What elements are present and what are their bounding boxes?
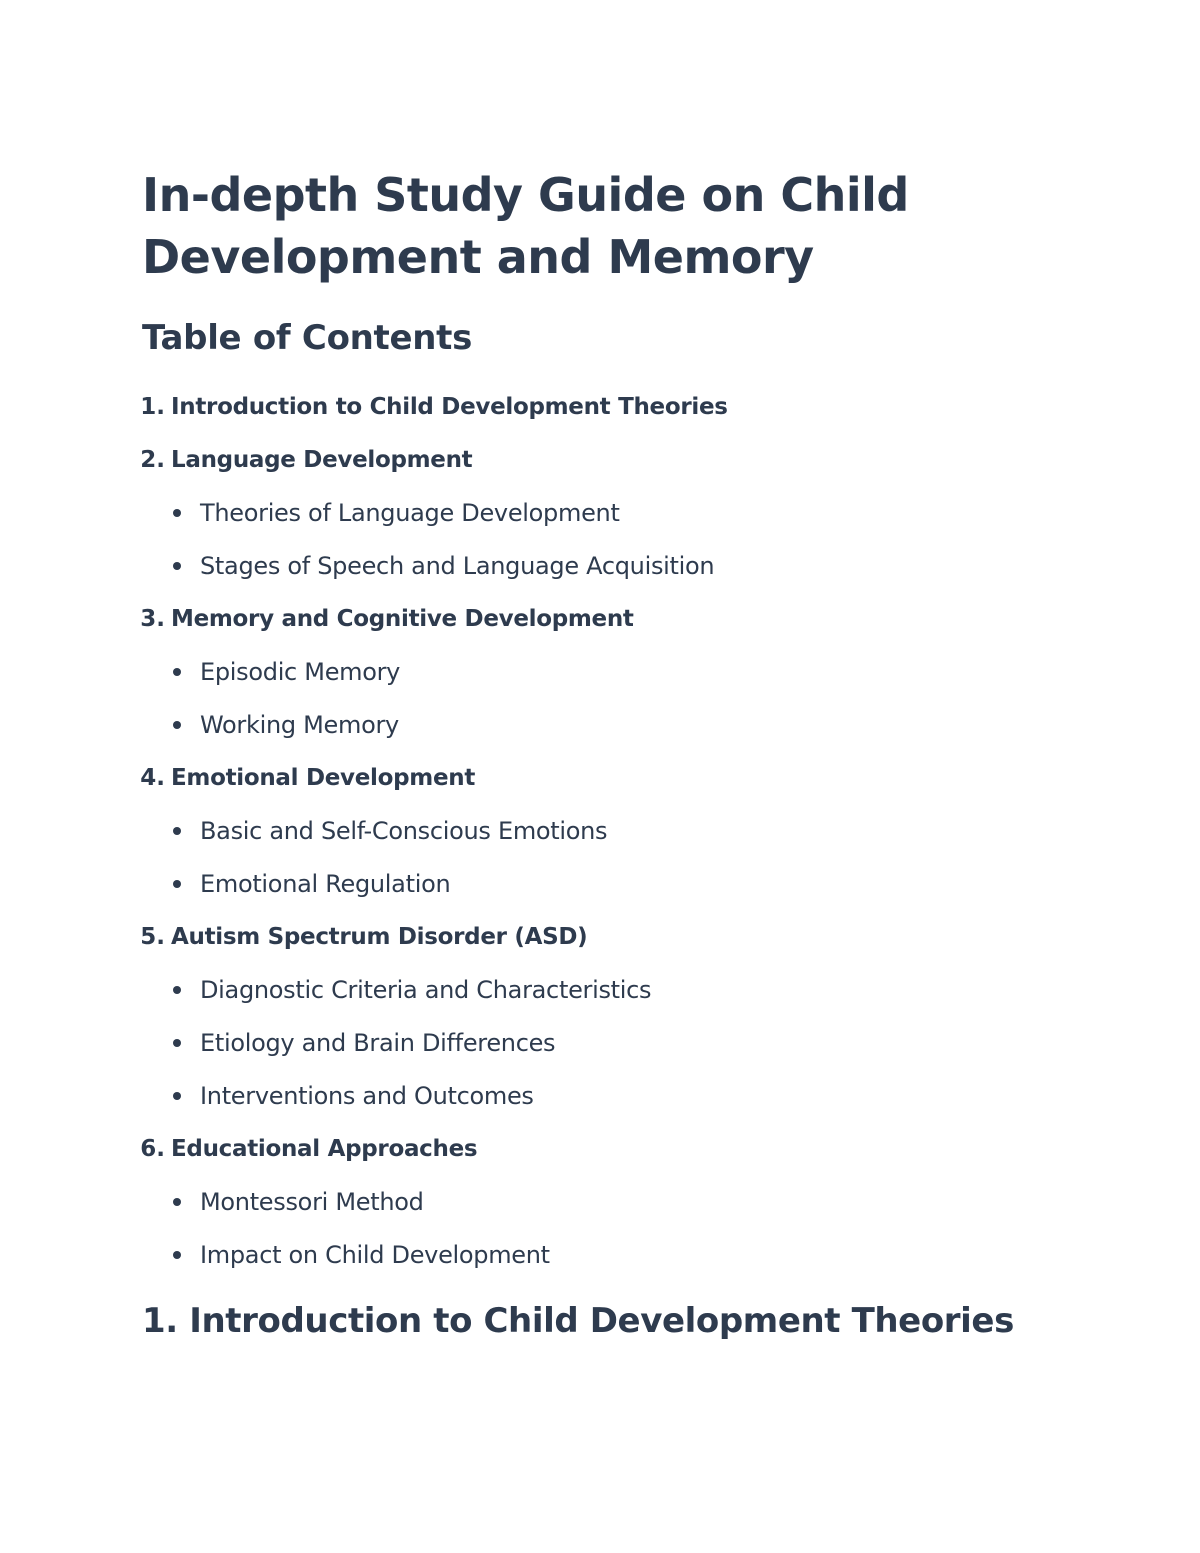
toc-item-number: 3. [140, 606, 165, 632]
section-heading: 1. Introduction to Child Development Theories [142, 1301, 1014, 1341]
toc-item-number: 5. [140, 924, 165, 950]
bullet-icon [173, 509, 181, 517]
toc-subitem-label: Basic and Self-Conscious Emotions [200, 817, 608, 845]
toc-subitem-label: Interventions and Outcomes [200, 1082, 534, 1110]
toc-item-number: 6. [140, 1136, 165, 1162]
toc-subitem-label: Theories of Language Development [200, 499, 620, 527]
toc-subitem-label: Etiology and Brain Differences [200, 1029, 556, 1057]
toc-subitem-label: Stages of Speech and Language Acquisition [200, 552, 715, 580]
bullet-icon [173, 668, 181, 676]
toc-subitem-label: Working Memory [200, 711, 399, 739]
document-title [142, 164, 1042, 288]
bullet-icon [173, 1092, 181, 1100]
toc-item-label: Language Development [171, 447, 473, 473]
toc-item-label: Emotional Development [171, 765, 476, 791]
bullet-icon [173, 827, 181, 835]
toc-subitem-label: Diagnostic Criteria and Characteristics [200, 976, 652, 1004]
bullet-icon [173, 1198, 181, 1206]
toc-item-label: Educational Approaches [171, 1136, 478, 1162]
toc-item-label: Autism Spectrum Disorder (ASD) [171, 924, 588, 950]
toc-item-number: 4. [140, 765, 165, 791]
toc-item-number: 2. [140, 447, 165, 473]
toc-item-label: Memory and Cognitive Development [171, 606, 634, 632]
toc-item-number: 1. [140, 394, 165, 420]
document-title-line-1: In-depth Study Guide on Child [142, 168, 909, 222]
bullet-icon [173, 562, 181, 570]
toc-heading: Table of Contents [142, 318, 473, 358]
toc-subitem-label: Emotional Regulation [200, 870, 451, 898]
bullet-icon [173, 880, 181, 888]
bullet-icon [173, 721, 181, 729]
bullet-icon [173, 1251, 181, 1259]
toc-subitem-label: Impact on Child Development [200, 1241, 550, 1269]
bullet-icon [173, 986, 181, 994]
document-title-line-2: Development and Memory [142, 230, 814, 284]
toc-subitem-label: Montessori Method [200, 1188, 424, 1216]
toc-subitem-label: Episodic Memory [200, 658, 401, 686]
bullet-icon [173, 1039, 181, 1047]
toc-item-label: Introduction to Child Development Theories [171, 394, 728, 420]
